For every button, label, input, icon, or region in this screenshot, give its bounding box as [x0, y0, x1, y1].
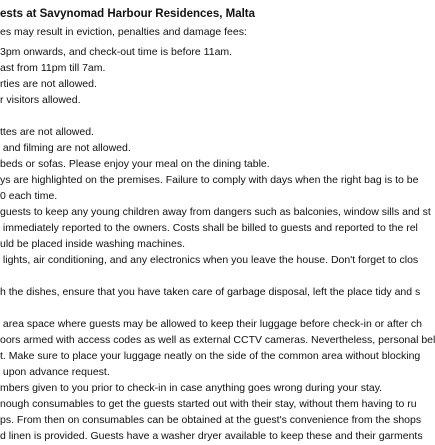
text-line: upon advance request. — [0, 366, 110, 378]
text-line: uld be placed inside washing machines. — [0, 238, 186, 250]
text-line: ast from 11pm till 7am. — [0, 62, 106, 74]
text-line: d linen is provided. Guests have a washer dryer available to keep these and their garments — [0, 430, 423, 442]
text-line: area space where guests may be allowed to keep their luggage before check-in or after ch — [0, 318, 422, 330]
text-line: t. Make sure to place your luggage neatly on the side of the common area without blocking — [0, 350, 421, 362]
text-line: es may result in eviction, penalties and damage fees: — [0, 26, 247, 38]
text-line: and filming are not allowed. — [0, 142, 131, 154]
text-line: beds or sofas. Please enjoy your meal on the dining table. — [0, 158, 270, 170]
text-line: lights, air conditioning, and any electronics when you leave the house. Don't forget to clos — [0, 254, 419, 266]
text-line: r visitors allowed. — [0, 94, 81, 106]
text-line: rties are not allowed. — [0, 78, 97, 90]
text-line: oors armed with access codes as well as external CCTV cameras. Nevertheless, personal bel — [0, 334, 435, 346]
text-line: 3pm onwards, and check-out time is before 11am. — [0, 46, 233, 58]
text-line: mbers given to you prior to check-in in case anything goes wrong during your stay. — [0, 382, 383, 394]
text-line: immediately reported to the owners. Costs shall be billed to guests and reported to the rel — [0, 222, 418, 234]
text-line: h the dishes, ensure that you have taken care of garbage disposal, left the place tidy and s — [0, 286, 421, 298]
text-line: ps. From then on consumables can be obtained at the guest's convenience from the shops — [0, 414, 422, 426]
text-line: 0 each time. — [0, 190, 58, 202]
text-line: guests to keep any young children away from dangers such as balconies, window sills and st — [0, 206, 431, 218]
text-line: ttes are not allowed. — [0, 126, 94, 138]
text-line: ys are highlighted on the premises. Failure to comply with days when the right bag is to be — [0, 174, 419, 186]
text-line: nough consumables to get the guests started out with their stay, without them having to ru — [0, 398, 417, 410]
document-title: ests at Savynomad Harbour Residences, Malta — [0, 8, 256, 20]
